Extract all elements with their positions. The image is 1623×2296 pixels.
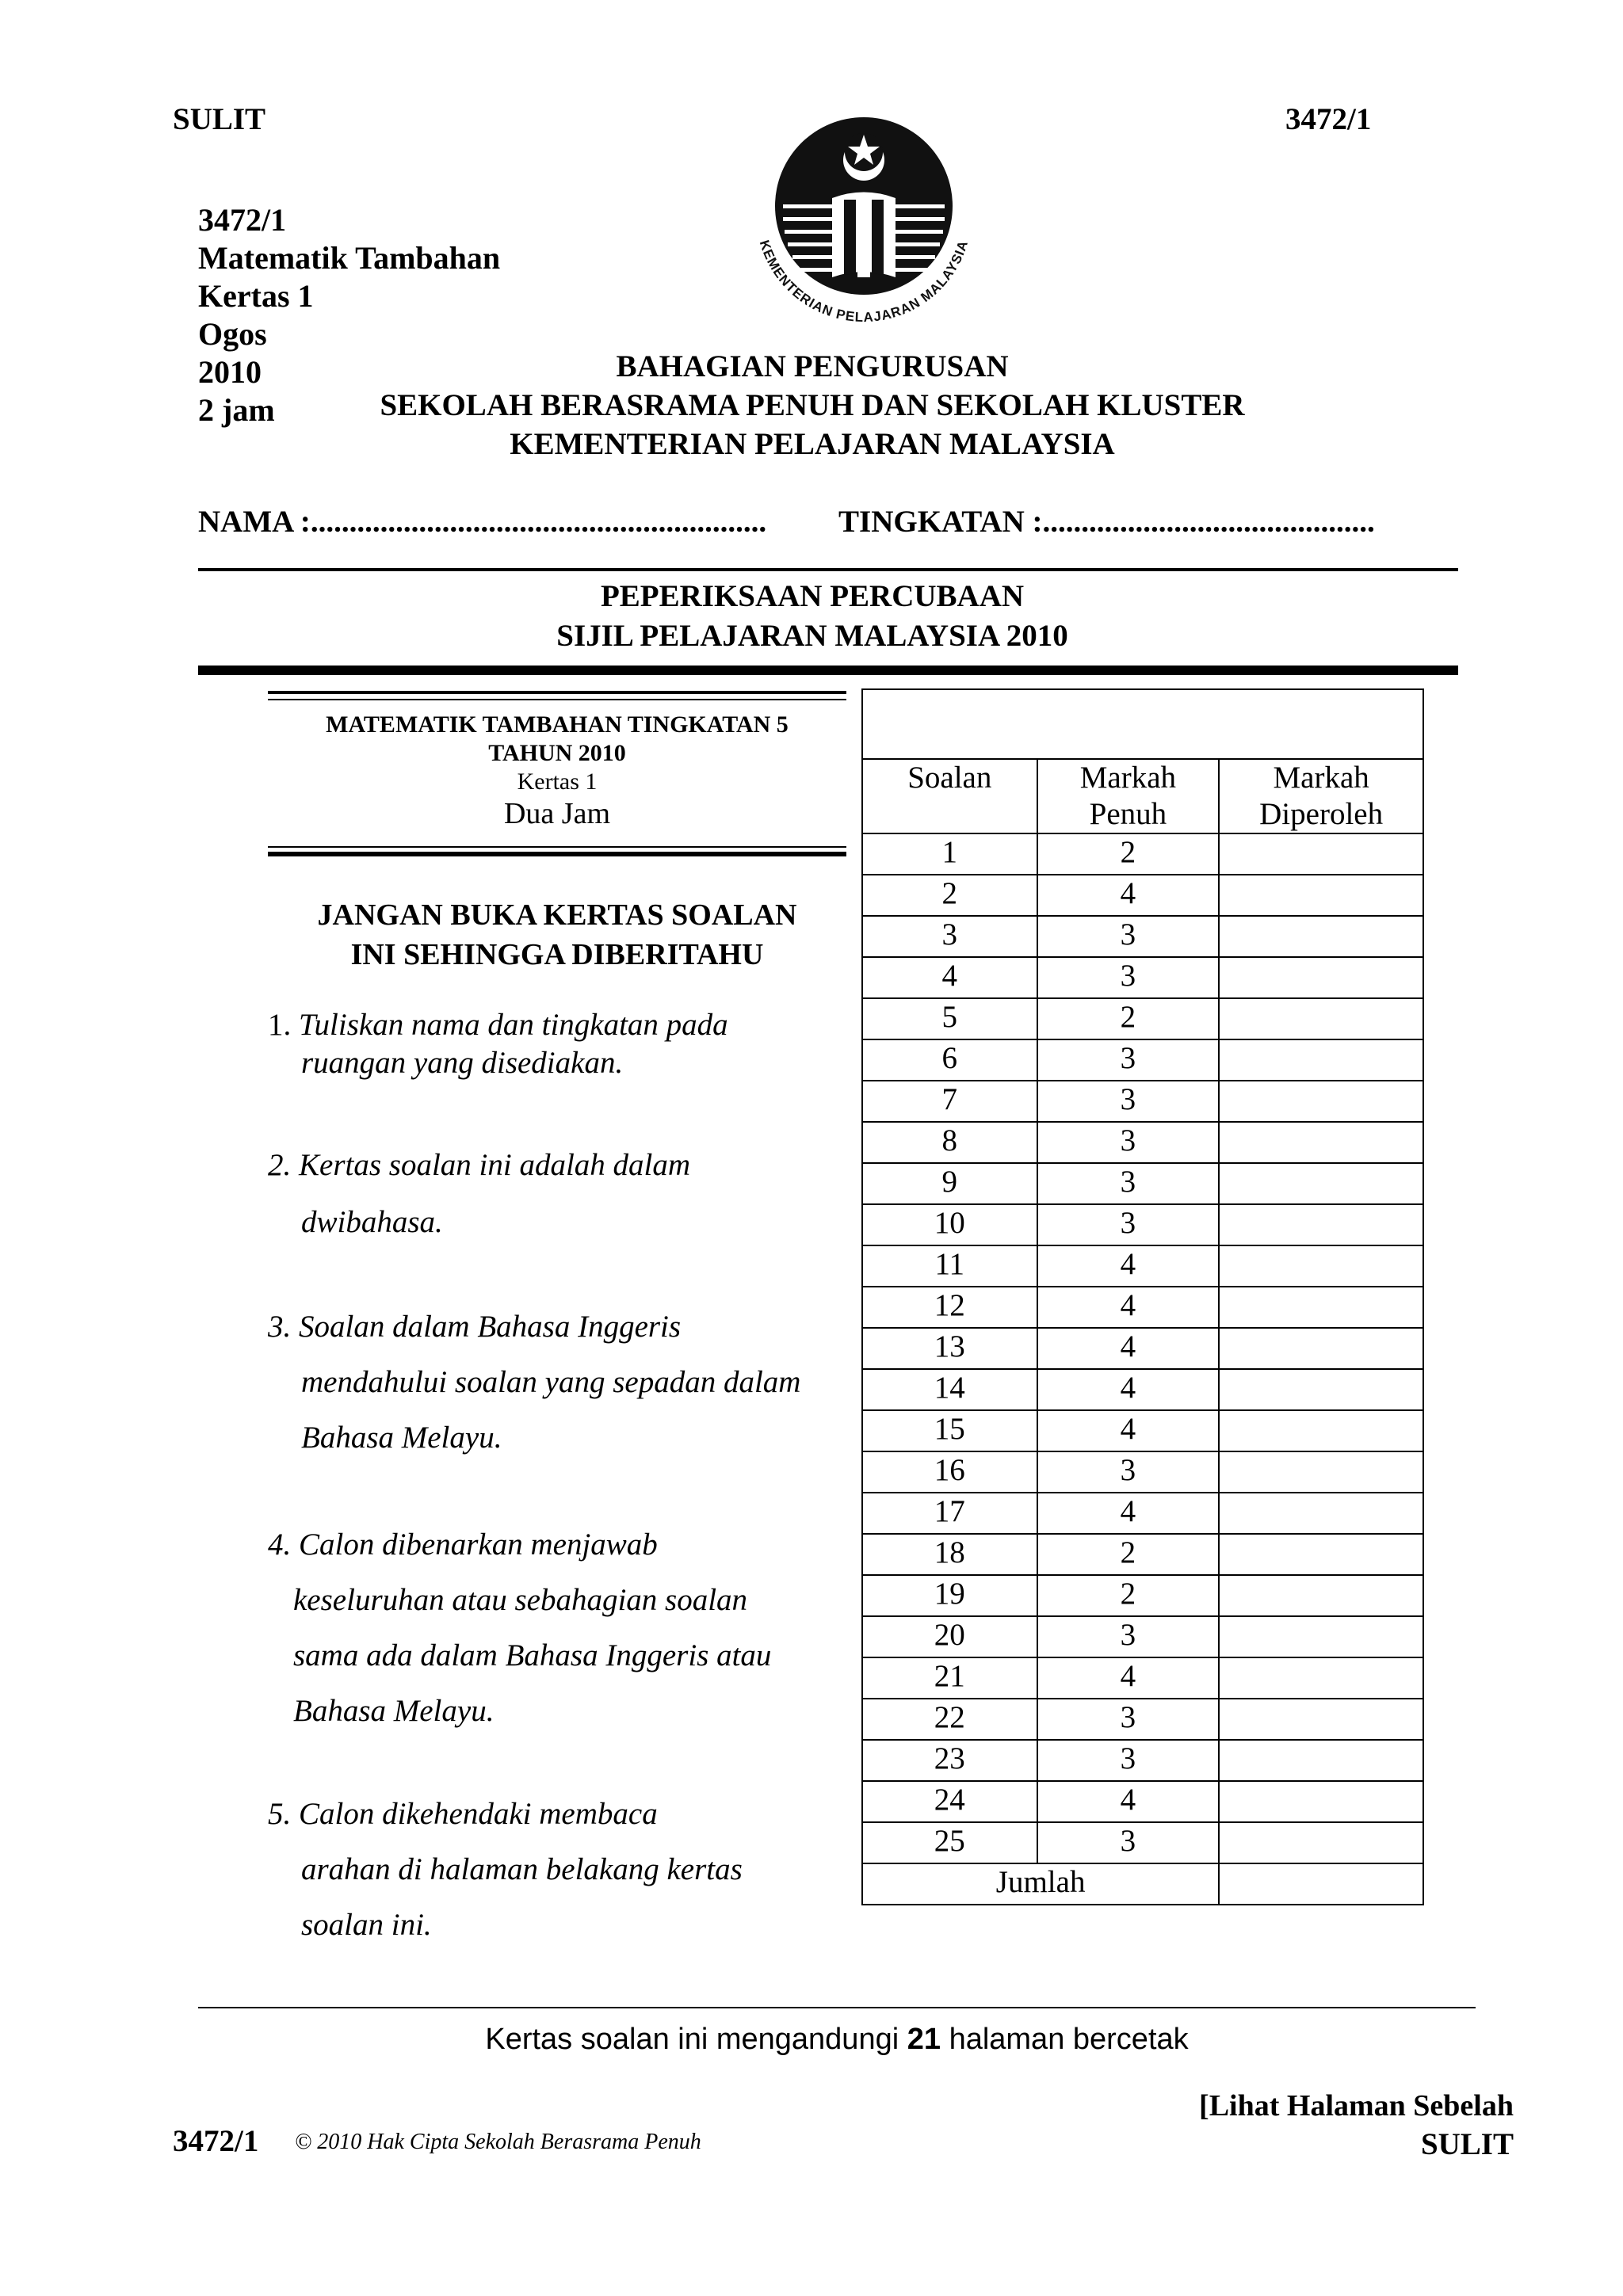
paper-info-year: 2010 (198, 354, 262, 390)
warning-line-1: JANGAN BUKA KERTAS SOALAN (317, 898, 797, 932)
instruction-3 (268, 1299, 870, 1466)
table-top-cell (862, 689, 1423, 759)
exam-title-line-2: SIJIL PELAJARAN MALAYSIA 2010 (556, 619, 1068, 653)
page-count-number: 21 (907, 2023, 941, 2056)
full-marks-cell: 3 (1037, 1451, 1220, 1493)
full-marks-cell: 3 (1037, 1081, 1220, 1122)
question-number-cell: 21 (862, 1657, 1037, 1699)
instruction-1-line-2: ruangan yang disediakan. (301, 1046, 624, 1080)
question-number-cell: 6 (862, 1039, 1037, 1081)
header-soalan: Soalan (862, 759, 1037, 833)
page-count-note (198, 2023, 1476, 2057)
table-header-row (862, 759, 1423, 833)
instruction-3-number: 3. (268, 1310, 292, 1344)
sulit-label: SULIT (173, 102, 266, 136)
question-number-cell: 24 (862, 1781, 1037, 1822)
full-marks-cell: 4 (1037, 1657, 1220, 1699)
obtained-marks-cell[interactable] (1219, 957, 1423, 998)
table-row (862, 1081, 1423, 1122)
full-marks-cell: 4 (1037, 1410, 1220, 1451)
instruction-5-line-3: soalan ini. (301, 1908, 432, 1942)
full-marks-cell: 4 (1037, 1328, 1220, 1369)
full-marks-cell: 3 (1037, 1122, 1220, 1163)
table-top-row (862, 689, 1423, 759)
full-marks-cell: 3 (1037, 1163, 1220, 1204)
question-number-cell: 14 (862, 1369, 1037, 1410)
obtained-marks-cell[interactable] (1219, 1122, 1423, 1163)
header-markah-penuh: Markah Penuh (1037, 759, 1220, 833)
table-total-row (862, 1863, 1423, 1905)
table-row (862, 1369, 1423, 1410)
table-row (862, 1287, 1423, 1328)
full-marks-cell: 4 (1037, 1369, 1220, 1410)
full-marks-cell: 2 (1037, 1575, 1220, 1616)
table-row (862, 1410, 1423, 1451)
divider-thick (198, 666, 1458, 675)
obtained-marks-cell[interactable] (1219, 1740, 1423, 1781)
total-label-cell: Jumlah (862, 1863, 1219, 1905)
subject-rule-top-2 (268, 699, 846, 700)
obtained-marks-cell[interactable] (1219, 1657, 1423, 1699)
exam-title (349, 577, 1276, 656)
obtained-marks-cell[interactable] (1219, 1575, 1423, 1616)
sulit-label-bottom: SULIT (1420, 2127, 1514, 2161)
table-row (862, 1534, 1423, 1575)
obtained-marks-cell[interactable] (1219, 1781, 1423, 1822)
question-number-cell: 18 (862, 1534, 1037, 1575)
obtained-marks-cell[interactable] (1219, 1451, 1423, 1493)
divider-top (198, 568, 1458, 571)
obtained-marks-cell[interactable] (1219, 1039, 1423, 1081)
table-row (862, 1451, 1423, 1493)
page-count-prefix: Kertas soalan ini mengandungi (485, 2023, 899, 2056)
table-row (862, 1699, 1423, 1740)
total-obtained-cell[interactable] (1219, 1863, 1423, 1905)
subject-block (268, 711, 846, 831)
table-row (862, 1122, 1423, 1163)
full-marks-cell: 2 (1037, 833, 1220, 875)
full-marks-cell: 4 (1037, 1245, 1220, 1287)
question-number-cell: 17 (862, 1493, 1037, 1534)
subject-rule-bottom-1 (268, 846, 846, 848)
table-row (862, 998, 1423, 1039)
table-row (862, 1204, 1423, 1245)
instruction-3-line-2: mendahului soalan yang sepadan dalam (301, 1365, 801, 1399)
table-row (862, 1163, 1423, 1204)
table-row (862, 1781, 1423, 1822)
header-markah-diperoleh: Markah Diperoleh (1219, 759, 1423, 833)
full-marks-cell: 3 (1037, 1204, 1220, 1245)
obtained-marks-cell[interactable] (1219, 1081, 1423, 1122)
question-number-cell: 2 (862, 875, 1037, 916)
next-page-note: [Lihat Halaman Sebelah (1199, 2089, 1514, 2122)
paper-info-code: 3472/1 (198, 202, 287, 238)
table-row (862, 1493, 1423, 1534)
warning-line-2: INI SEHINGGA DIBERITAHU (350, 938, 764, 971)
instruction-2 (268, 1137, 854, 1251)
full-marks-cell: 3 (1037, 1822, 1220, 1863)
obtained-marks-cell[interactable] (1219, 1699, 1423, 1740)
subject-duration: Dua Jam (503, 797, 611, 830)
table-row (862, 1328, 1423, 1369)
obtained-marks-cell[interactable] (1219, 1163, 1423, 1204)
table-row (862, 957, 1423, 998)
instruction-3-line-3: Bahasa Melayu. (301, 1421, 502, 1455)
instruction-4-number: 4. (268, 1527, 292, 1562)
obtained-marks-cell[interactable] (1219, 1328, 1423, 1369)
obtained-marks-cell[interactable] (1219, 916, 1423, 957)
table-row (862, 833, 1423, 875)
crest-ring-text: KEMENTERIAN PELAJARAN MALAYSIA (756, 238, 972, 326)
paper-code-bottom: 3472/1 (173, 2124, 259, 2158)
instruction-5-line-1: Calon dikehendaki membaca (299, 1797, 658, 1831)
question-number-cell: 1 (862, 833, 1037, 875)
footer-rule (198, 2007, 1476, 2008)
instruction-5 (268, 1787, 870, 1953)
full-marks-cell: 4 (1037, 1781, 1220, 1822)
marks-table (861, 688, 1424, 1905)
full-marks-cell: 2 (1037, 1534, 1220, 1575)
division-line-1: BAHAGIAN PENGURUSAN (616, 349, 1009, 383)
instruction-4 (268, 1517, 870, 1739)
page-count-suffix: halaman bercetak (949, 2023, 1189, 2056)
instruction-1-number: 1. (268, 1008, 292, 1042)
instruction-2-line-1: Kertas soalan ini adalah dalam (299, 1148, 691, 1182)
table-row (862, 1616, 1423, 1657)
subject-line-1: MATEMATIK TAMBAHAN TINGKATAN 5 (326, 711, 789, 738)
question-number-cell: 19 (862, 1575, 1037, 1616)
table-row (862, 1039, 1423, 1081)
instruction-2-number: 2. (268, 1148, 292, 1182)
copyright-note: © 2010 Hak Cipta Sekolah Berasrama Penuh (295, 2130, 701, 2154)
instruction-4-line-1: Calon dibenarkan menjawab (299, 1527, 658, 1562)
question-number-cell: 23 (862, 1740, 1037, 1781)
instruction-5-line-2: arahan di halaman belakang kertas (301, 1852, 743, 1886)
subject-rule-bottom-2 (268, 852, 846, 856)
subject-paper: Kertas 1 (517, 769, 598, 795)
full-marks-cell: 2 (1037, 998, 1220, 1039)
full-marks-cell: 3 (1037, 916, 1220, 957)
ministry-crest-icon (737, 111, 991, 333)
question-number-cell: 16 (862, 1451, 1037, 1493)
division-line-3: KEMENTERIAN PELAJARAN MALAYSIA (510, 427, 1115, 461)
question-number-cell: 10 (862, 1204, 1037, 1245)
instruction-2-line-2: dwibahasa. (301, 1205, 443, 1239)
full-marks-cell: 3 (1037, 957, 1220, 998)
exam-title-line-1: PEPERIKSAAN PERCUBAAN (600, 579, 1025, 613)
obtained-marks-cell[interactable] (1219, 833, 1423, 875)
question-number-cell: 7 (862, 1081, 1037, 1122)
instruction-4-line-3: sama ada dalam Bahasa Inggeris atau (293, 1638, 772, 1672)
obtained-marks-cell[interactable] (1219, 1534, 1423, 1575)
form-field[interactable]: TINGKATAN :........................................... (838, 505, 1375, 539)
paper-info-duration: 2 jam (198, 392, 275, 428)
division-heading (349, 347, 1276, 463)
table-row (862, 916, 1423, 957)
full-marks-cell: 3 (1037, 1616, 1220, 1657)
question-number-cell: 12 (862, 1287, 1037, 1328)
table-row (862, 1245, 1423, 1287)
question-number-cell: 22 (862, 1699, 1037, 1740)
obtained-marks-cell[interactable] (1219, 1245, 1423, 1287)
paper-info-month: Ogos (198, 316, 267, 352)
warning-text (268, 895, 846, 974)
paper-info-paper: Kertas 1 (198, 278, 314, 314)
full-marks-cell: 4 (1037, 1287, 1220, 1328)
obtained-marks-cell[interactable] (1219, 1493, 1423, 1534)
table-row (862, 1657, 1423, 1699)
question-number-cell: 9 (862, 1163, 1037, 1204)
obtained-marks-cell[interactable] (1219, 1369, 1423, 1410)
instruction-5-number: 5. (268, 1797, 292, 1831)
table-row (862, 1575, 1423, 1616)
table-row (862, 1822, 1423, 1863)
table-row (862, 875, 1423, 916)
subject-rule-top-1 (268, 691, 846, 694)
paper-info-subject: Matematik Tambahan (198, 240, 501, 276)
obtained-marks-cell[interactable] (1219, 1287, 1423, 1328)
full-marks-cell: 4 (1037, 875, 1220, 916)
question-number-cell: 25 (862, 1822, 1037, 1863)
question-number-cell: 3 (862, 916, 1037, 957)
obtained-marks-cell[interactable] (1219, 1822, 1423, 1863)
question-number-cell: 5 (862, 998, 1037, 1039)
full-marks-cell: 3 (1037, 1740, 1220, 1781)
subject-line-2: TAHUN 2010 (488, 740, 626, 766)
instruction-4-line-4: Bahasa Melayu. (293, 1694, 495, 1728)
instruction-4-line-2: keseluruhan atau sebahagian soalan (293, 1583, 748, 1617)
question-number-cell: 20 (862, 1616, 1037, 1657)
question-number-cell: 11 (862, 1245, 1037, 1287)
paper-code-top: 3472/1 (1285, 102, 1372, 136)
full-marks-cell: 3 (1037, 1699, 1220, 1740)
table-row (862, 1740, 1423, 1781)
division-line-2: SEKOLAH BERASRAMA PENUH DAN SEKOLAH KLUSTER (380, 388, 1245, 422)
full-marks-cell: 4 (1037, 1493, 1220, 1534)
name-field[interactable]: NAMA :........................................................... (198, 505, 767, 539)
instruction-1-line-1: Tuliskan nama dan tingkatan pada (299, 1008, 728, 1042)
question-number-cell: 4 (862, 957, 1037, 998)
obtained-marks-cell[interactable] (1219, 998, 1423, 1039)
obtained-marks-cell[interactable] (1219, 1204, 1423, 1245)
question-number-cell: 13 (862, 1328, 1037, 1369)
obtained-marks-cell[interactable] (1219, 875, 1423, 916)
obtained-marks-cell[interactable] (1219, 1410, 1423, 1451)
instruction-1 (268, 1006, 854, 1082)
instruction-3-line-1: Soalan dalam Bahasa Inggeris (299, 1310, 682, 1344)
obtained-marks-cell[interactable] (1219, 1616, 1423, 1657)
question-number-cell: 15 (862, 1410, 1037, 1451)
full-marks-cell: 3 (1037, 1039, 1220, 1081)
question-number-cell: 8 (862, 1122, 1037, 1163)
